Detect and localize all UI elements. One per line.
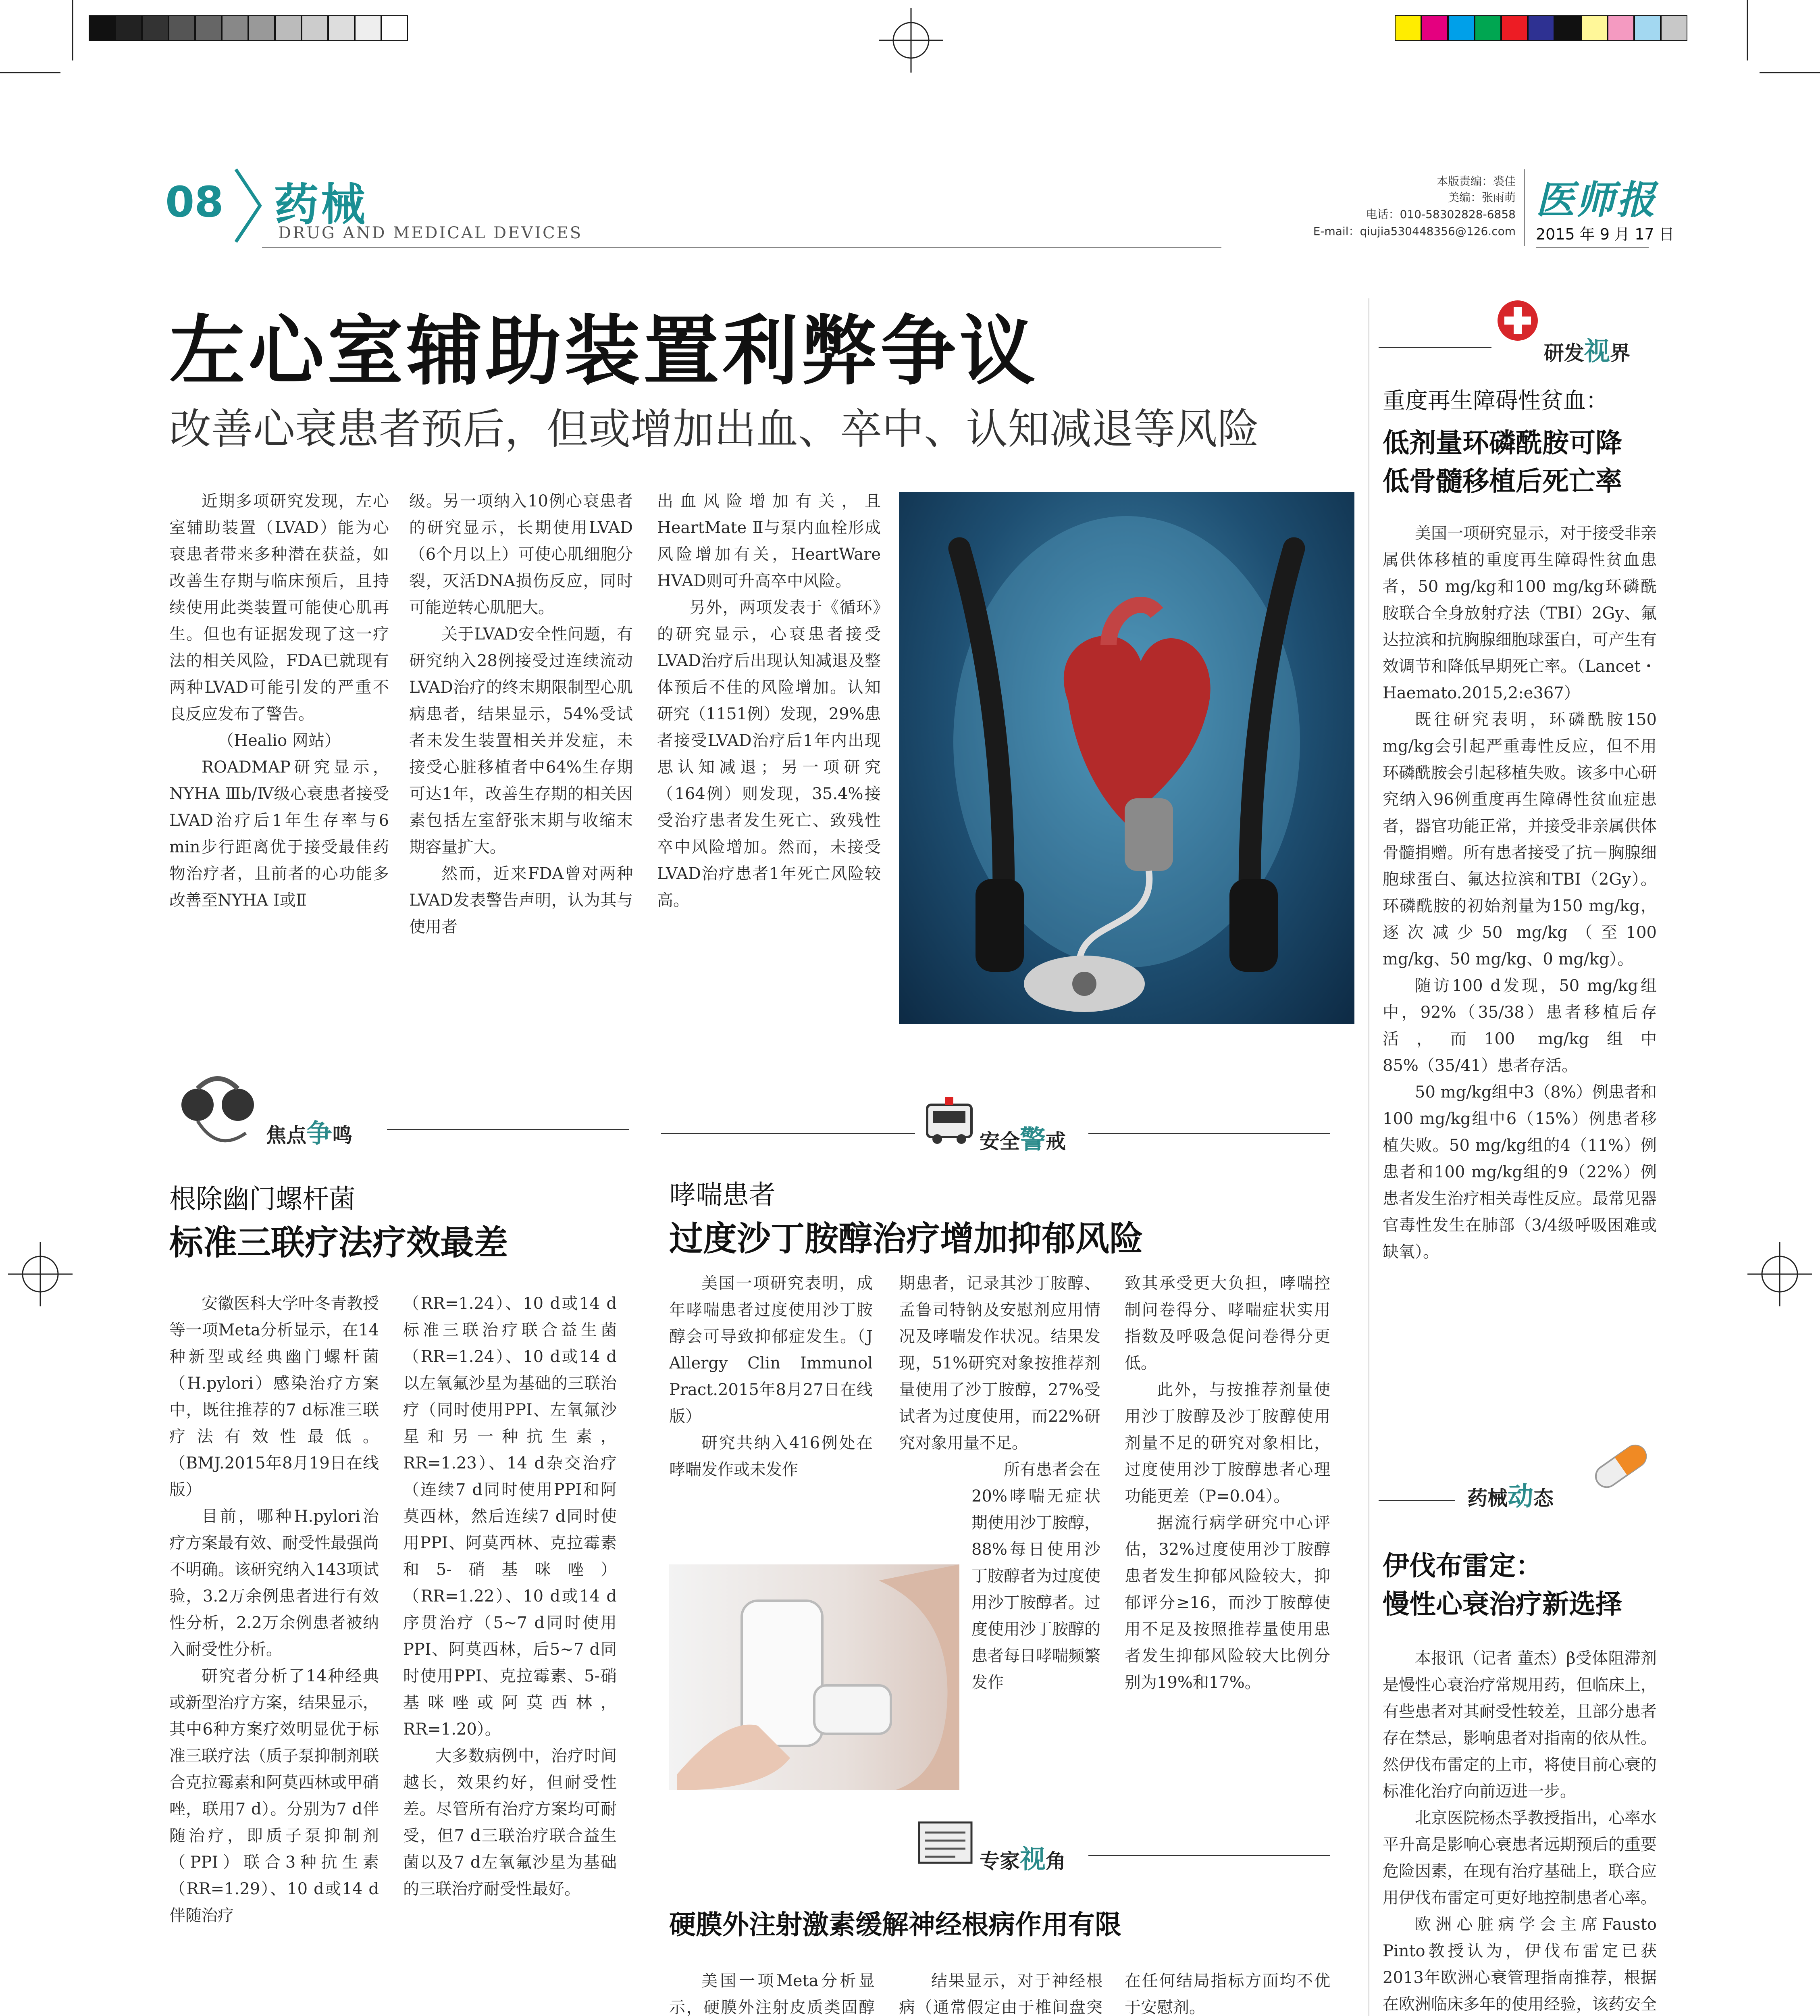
expert-badge-rule	[1088, 1855, 1330, 1856]
section-title-en: DRUG AND MEDICAL DEVICES	[278, 224, 583, 242]
page-number: 08	[165, 177, 224, 227]
header-rule-right	[1536, 247, 1649, 248]
safety-headline: 过度沙丁胺醇治疗增加抑郁风险	[669, 1219, 1144, 1258]
focus-column-1	[169, 1290, 379, 1929]
paragraph: 在任何结局指标方面均不优于安慰剂。	[1125, 1972, 1330, 2016]
safety-kicker: 哮喘患者	[669, 1179, 776, 1210]
paragraph: 本报讯（记者 董杰）β受体阻滞剂是慢性心衰治疗常规用药，但临床上，有些患者对其耐受性较差，且部分患者存在禁忌，影响患者对指南的依从性。然伊伐布雷定的上市，将使目前心衰的标准化治疗向前迈进一步。	[1383, 1649, 1657, 1801]
paragraph: 致其承受更大负担，哮喘控制问卷得分、哮喘症状实用指数及呼吸急促问卷得分更低。	[1125, 1274, 1330, 1372]
paragraph: 期患者，记录其沙丁胺醇、孟鲁司特钠及安慰剂应用情况及哮喘发作状况。结果发现，51%研究对象按推荐剂量使用了沙丁胺醇，27%受试者为过度使用，而22%研究对象用量不足。	[899, 1274, 1100, 1452]
paragraph: 研究者分析了14种经典或新型治疗方案，结果显示，其中6种方案疗效明显优于标准三联疗法（质子泵抑制剂联合克拉霉素和阿莫西林或甲硝唑，联用7 d）。分别为7 d伴随治疗，即质子泵抑制剂（PPI）联合3种抗生素（RR=1.29）、10 d或14 d伴随治疗	[169, 1667, 379, 1925]
paragraph: 研究共纳入416例处在哮喘发作或未发作	[669, 1434, 873, 1479]
expert-badge: 专家视角	[980, 1845, 1066, 1874]
expert-headline: 硬膜外注射激素缓解神经根病作用有限	[669, 1909, 1121, 1940]
paragraph: 此外，与按推荐剂量使用沙丁胺醇及沙丁胺醇使用剂量不足的研究对象相比，过度使用沙丁胺醇患者心理功能更差（P=0.04）。	[1125, 1381, 1330, 1506]
paragraph: 近期多项研究发现，左心室辅助装置（LVAD）能为心衰患者带来多种潜在获益，如改善生存期与临床预后，且持续使用此类装置可能使心肌再生。但也有证据发现了这一疗法的相关风险，FDA已就现有两种LVAD可能引发的严重不良反应发布了警告。	[169, 492, 389, 723]
paragraph: 安徽医科大学叶冬青教授等一项Meta分析显示，在14种新型或经典幽门螺杆菌（H.pylori）感染治疗方案中，既往推荐的7 d标准三联疗法有效性最低。（BMJ.2015年8月19日在线版）	[169, 1294, 379, 1499]
designer-credit: 美编：张雨萌	[1448, 191, 1516, 204]
vertical-divider	[1524, 169, 1525, 246]
research-column	[1383, 520, 1657, 1265]
research-headline-line-1: 低剂量环磷酰胺可降	[1383, 427, 1622, 458]
focus-headline: 标准三联疗法疗效最差	[169, 1223, 508, 1262]
paragraph: 关于LVAD安全性问题，有研究纳入28例接受过连续流动LVAD治疗的终末期限制型心肌病患者，结果显示，54%受试者未发生装置相关并发症，未接受心脏移植者中64%生存期可达1年，改善生存期的相关因素包括左室舒张末期与收缩末期容量扩大。	[409, 625, 633, 856]
paragraph: 所有患者会在20%哮喘无症状期使用沙丁胺醇，88%每日使用沙丁胺醇者为过度使用沙丁胺醇者。过度使用沙丁胺醇的患者每日哮喘频繁发作	[971, 1460, 1100, 1692]
paragraph: 美国一项研究表明，成年哮喘患者过度使用沙丁胺醇会可导致抑郁症发生。（J Allergy Clin Immunol Pract.2015年8月27日在线版）	[669, 1274, 873, 1426]
editor-credit: 本版责编：裘佳	[1436, 175, 1516, 188]
chevron-divider-icon	[232, 165, 264, 246]
safety-badge-rule-left	[661, 1133, 915, 1134]
paragraph: （RR=1.24）、10 d或14 d标准三联治疗联合益生菌（RR=1.24）、10 d或14 d以左氧氟沙星为基础的三联治疗（同时使用PPI、左氧氟沙星和另一种抗生素，RR=1.23）、14 d杂交治疗（连续7 d同时使用PPI和阿莫西林，然后连续7 d同时使用PPI、阿莫西林、克拉霉素和5-硝基咪唑）（RR=1.22）、10 d或14 d序贯治疗（5~7 d同时使用PPI、阿莫西林，后5~7 d同时使用PPI、克拉霉素、5-硝基咪唑或阿莫西林，RR=1.20）。	[403, 1294, 617, 1739]
contact-email: E-mail：qiujia530448356@126.com	[1313, 225, 1516, 238]
safety-column-3	[1125, 1270, 1330, 1696]
lead-column-2	[409, 488, 633, 940]
paragraph: 北京医院杨杰孚教授指出，心率水平升高是影响心衰患者远期预后的重要危险因素，在现有治疗基础上，联合应用伊伐布雷定可更好地控制患者心率。	[1383, 1809, 1657, 1907]
paragraph: 目前，哪种H.pylori治疗方案最有效、耐受性最强尚不明确。该研究纳入143项试验，3.2万余例患者进行有效性分析，2.2万余例患者被纳入耐受性分析。	[169, 1507, 379, 1659]
source-citation: （Healio 网站）	[218, 731, 341, 750]
lead-column-3	[657, 488, 881, 914]
paragraph: 另外，两项发表于《循环》的研究显示，心衰患者接受LVAD治疗后出现认知减退及整体预后不佳的风险增加。认知研究（1151例）发现，29%患者接受LVAD治疗后1年内出现思认知减退；另一项研究（164例）则发现，35.4%接受治疗患者发生死亡、致残性卒中风险增加。然而，未接受LVAD治疗患者1年死亡风险较高。	[657, 598, 881, 910]
capsule-icon	[1584, 1435, 1657, 1496]
expert-column-2	[899, 1968, 1102, 2016]
safety-badge-rule-right	[1088, 1133, 1330, 1134]
newspaper-icon	[915, 1818, 976, 1867]
paragraph: 欧洲心脏病学会主席Fausto Pinto教授认为，伊伐布雷定已获2013年欧洲心衰管理指南推荐，根据在欧洲临床多年的使用经验，该药安全	[1383, 1915, 1657, 2014]
safety-column-1	[669, 1270, 873, 1483]
research-rule-left	[1379, 347, 1491, 348]
lead-subheadline: 改善心衰患者预后，但或增加出血、卒中、认知减退等风险	[169, 404, 1260, 454]
paragraph: 出血风险增加有关，且HeartMate Ⅱ与泵内血栓形成风险增加有关，HeartWare HVAD则可升高卒中风险。	[657, 492, 881, 590]
paragraph: 大多数病例中，治疗时间越长，效果约好，但耐受性差。尽管所有治疗方案均可耐受，但7 d三联治疗联合益生菌以及7 d左氧氟沙星为基础的三联治疗耐受性最好。	[403, 1747, 617, 1898]
paragraph: 据流行病学研究中心评估，32%过度使用沙丁胺醇患者发生抑郁风险较大，抑郁评分≥16，而沙丁胺醇使用不足及按照推荐量使用患者发生抑郁风险较大比例分别为19%和17%。	[1125, 1514, 1330, 1692]
focus-badge-rule	[387, 1129, 629, 1130]
paragraph: 然而，近来FDA曾对两种LVAD发表警告声明，认为其与使用者	[409, 864, 633, 936]
header-rule	[262, 247, 1221, 248]
paragraph: 50 mg/kg组中3（8%）例患者和100 mg/kg组中6（15%）例患者移植失败。50 mg/kg组的4（11%）例患者和100 mg/kg组的9（22%）例患者发生治疗相关毒性反应。最常见器官毒性发生在肺部（3/4级呼吸困难或缺氧）。	[1383, 1083, 1657, 1261]
ambulance-icon	[923, 1097, 976, 1145]
trend-badge: 药械动态	[1467, 1482, 1554, 1512]
trend-rule-left	[1379, 1500, 1455, 1501]
lead-column-1	[169, 488, 389, 914]
issue-date: 2015 年 9 月 17 日	[1536, 225, 1674, 243]
paragraph: 级。另一项纳入10例心衰患者的研究显示，长期使用LVAD（6个月以上）可使心肌细胞分裂，灭活DNA损伤反应，同时可能逆转心肌肥大。	[409, 492, 633, 617]
trend-headline-line-2: 慢性心衰治疗新选择	[1383, 1589, 1622, 1620]
paragraph: 既往研究表明，环磷酰胺150 mg/kg会引起严重毒性反应，但不用环磷酰胺会引起移植失败。该多中心研究纳入96例重度再生障碍性贫血症患者，器官功能正常，并接受非亲属供体骨髓捐赠。所有患者接受了抗－胸腺细胞球蛋白、氟达拉滨和TBI（2Gy）。环磷酰胺的初始剂量为150 mg/kg，逐次减少50 mg/kg（至100 mg/kg、50 mg/kg、0 mg/kg）。	[1383, 710, 1657, 968]
paragraph: 美国一项研究显示，对于接受非亲属供体移植的重度再生障碍性贫血患者，50 mg/kg和100 mg/kg环磷酰胺联合全身放射疗法（TBI）2Gy、氟达拉滨和抗胸腺细胞球蛋白，可产生有效调节和降低早期死亡率。（Lancet・Haemato.2015,2:e367）	[1383, 524, 1657, 702]
paragraph: 结果显示，对于神经根病（通常假定由于椎间盘突	[899, 1972, 1102, 2016]
focus-badge: 焦点争鸣	[266, 1119, 352, 1149]
lead-headline: 左心室辅助装置利弊争议	[169, 307, 1038, 396]
lvad-illustration	[899, 492, 1354, 1024]
focus-kicker: 根除幽门螺杆菌	[169, 1183, 356, 1214]
earphones-icon	[173, 1073, 270, 1145]
expert-column-1	[669, 1968, 875, 2016]
lvad-figure	[899, 492, 1354, 1024]
masthead-logo: 医师报	[1536, 177, 1657, 223]
medical-kit-icon	[1496, 298, 1540, 343]
trend-column	[1383, 1645, 1657, 2016]
expert-column-3	[1125, 1968, 1330, 2016]
paragraph: 随访100 d发现，50 mg/kg组中，92%（35/38）患者移植后存活，而100 mg/kg组中85%（35/41）患者存活。	[1383, 977, 1657, 1075]
inhaler-photo	[669, 1564, 959, 1790]
contact-phone: 电话：010-58302828-6858	[1366, 208, 1516, 221]
focus-column-2	[403, 1290, 617, 1902]
trend-headline-line-1: 伊伐布雷定：	[1383, 1550, 1542, 1581]
section-title: 药械	[274, 179, 368, 231]
research-kicker: 重度再生障碍性贫血：	[1383, 388, 1608, 414]
paragraph: 美国一项Meta分析显示，硬膜外注射皮质类固醇	[669, 1972, 875, 2016]
paragraph: ROADMAP研究显示，NYHA Ⅲb/Ⅳ级心衰患者接受LVAD治疗后1年生存率与6 min步行距离优于接受最佳药物治疗者，且前者的心功能多改善至NYHA Ⅰ或Ⅱ	[169, 758, 389, 910]
safety-badge: 安全警戒	[980, 1125, 1066, 1155]
research-badge: 研发视界	[1544, 337, 1630, 367]
research-headline-line-2: 低骨髓移植后死亡率	[1383, 466, 1622, 497]
